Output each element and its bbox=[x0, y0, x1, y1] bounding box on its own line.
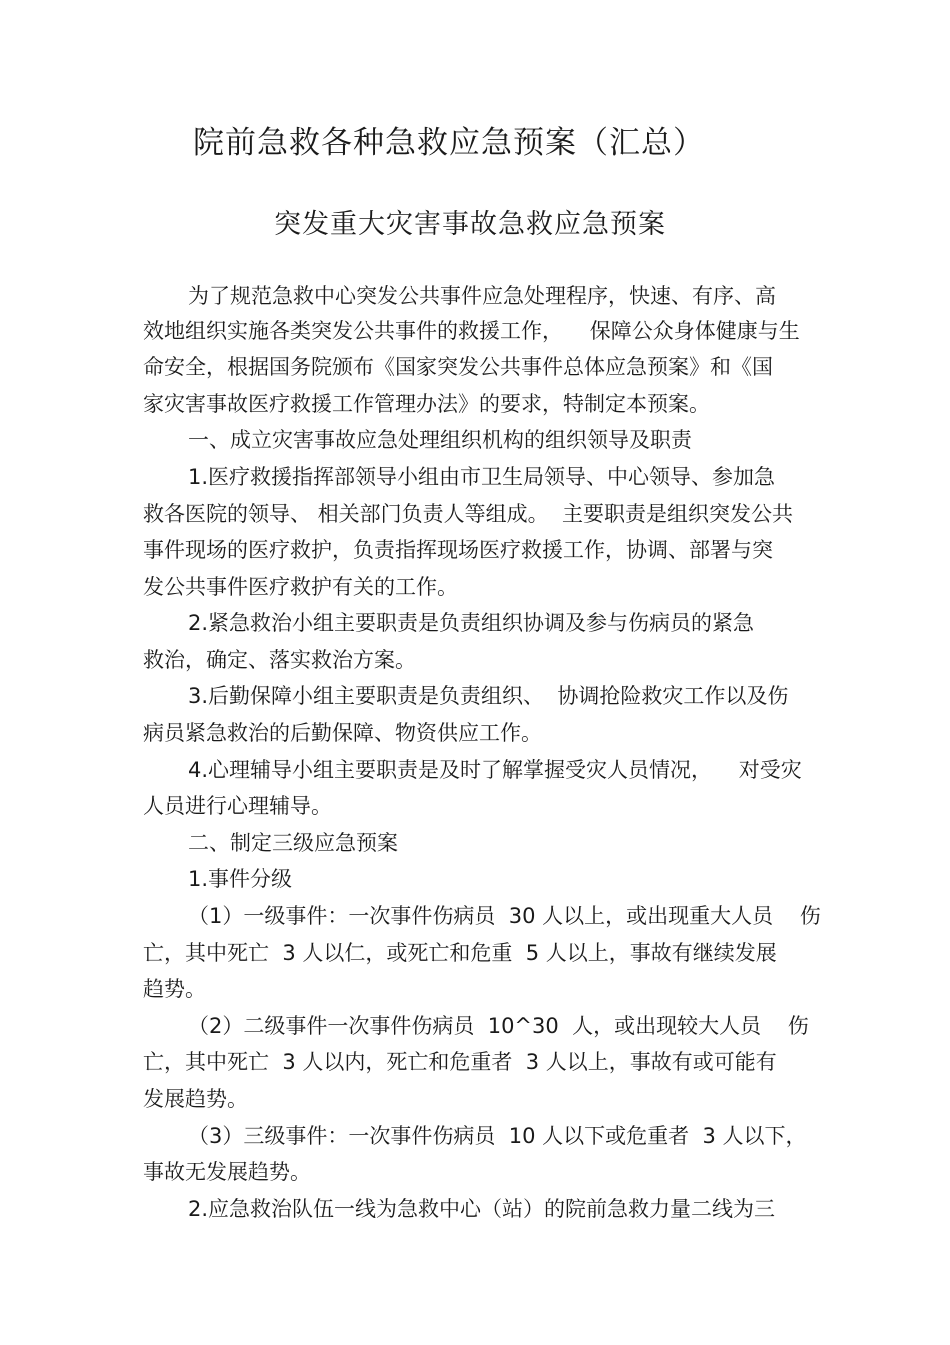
body-line: （1）一级事件：一次事件伤病员 30 人以上，或出现重大人员 伤 bbox=[188, 904, 821, 928]
body-line: 1.医疗救援指挥部领导小组由市卫生局领导、中心领导、参加急 bbox=[188, 465, 776, 489]
body-line: 事故无发展趋势。 bbox=[143, 1160, 311, 1184]
body-line: 人员进行心理辅导。 bbox=[143, 794, 332, 818]
body-line: 2.紧急救治小组主要职责是负责组织协调及参与伤病员的紧急 bbox=[188, 611, 755, 635]
body-line: 救各医院的领导、 相关部门负责人等组成。 主要职责是组织突发公共 bbox=[143, 502, 794, 526]
section-heading: 一、成立灾害事故应急处理组织机构的组织领导及职责 bbox=[188, 428, 692, 452]
body-line: 家灾害事故医疗救援工作管理办法》的要求，特制定本预案。 bbox=[143, 392, 710, 416]
section-heading: 二、制定三级应急预案 bbox=[188, 831, 398, 855]
body-line: 4.心理辅导小组主要职责是及时了解掌握受灾人员情况， 对受灾 bbox=[188, 758, 802, 782]
body-line: 病员紧急救治的后勤保障、物资供应工作。 bbox=[143, 721, 542, 745]
body-line: 救治，确定、落实救治方案。 bbox=[143, 648, 416, 672]
body-line: 亡，其中死亡 3 人以内，死亡和危重者 3 人以上，事故有或可能有 bbox=[143, 1050, 777, 1074]
document-subtitle: 突发重大灾害事故急救应急预案 bbox=[274, 209, 666, 240]
body-line: 1.事件分级 bbox=[188, 867, 293, 891]
body-line: 命安全，根据国务院颁布《国家突发公共事件总体应急预案》和《国 bbox=[143, 355, 773, 379]
body-line: 发展趋势。 bbox=[143, 1087, 248, 1111]
body-line: 3.后勤保障小组主要职责是负责组织、 协调抢险救灾工作以及伤 bbox=[188, 684, 789, 708]
body-line: 为了规范急救中心突发公共事件应急处理程序，快速、有序、高 bbox=[188, 284, 776, 308]
body-line: （3）三级事件：一次事件伤病员 10 人以下或危重者 3 人以下， bbox=[188, 1124, 807, 1148]
document-title: 院前急救各种急救应急预案（汇总） bbox=[193, 125, 705, 161]
body-line: 事件现场的医疗救护，负责指挥现场医疗救援工作，协调、部署与突 bbox=[143, 538, 773, 562]
body-line: 趋势。 bbox=[143, 977, 206, 1001]
body-line: 亡，其中死亡 3 人以仁，或死亡和危重 5 人以上，事故有继续发展 bbox=[143, 941, 777, 965]
body-line: 2.应急救治队伍一线为急救中心（站）的院前急救力量二线为三 bbox=[188, 1197, 776, 1221]
body-line: 效地组织实施各类突发公共事件的救援工作， 保障公众身体健康与生 bbox=[143, 319, 800, 343]
body-line: （2）二级事件一次事件伤病员 10^30 人，或出现较大人员 伤 bbox=[188, 1014, 809, 1038]
body-line: 发公共事件医疗救护有关的工作。 bbox=[143, 575, 458, 599]
